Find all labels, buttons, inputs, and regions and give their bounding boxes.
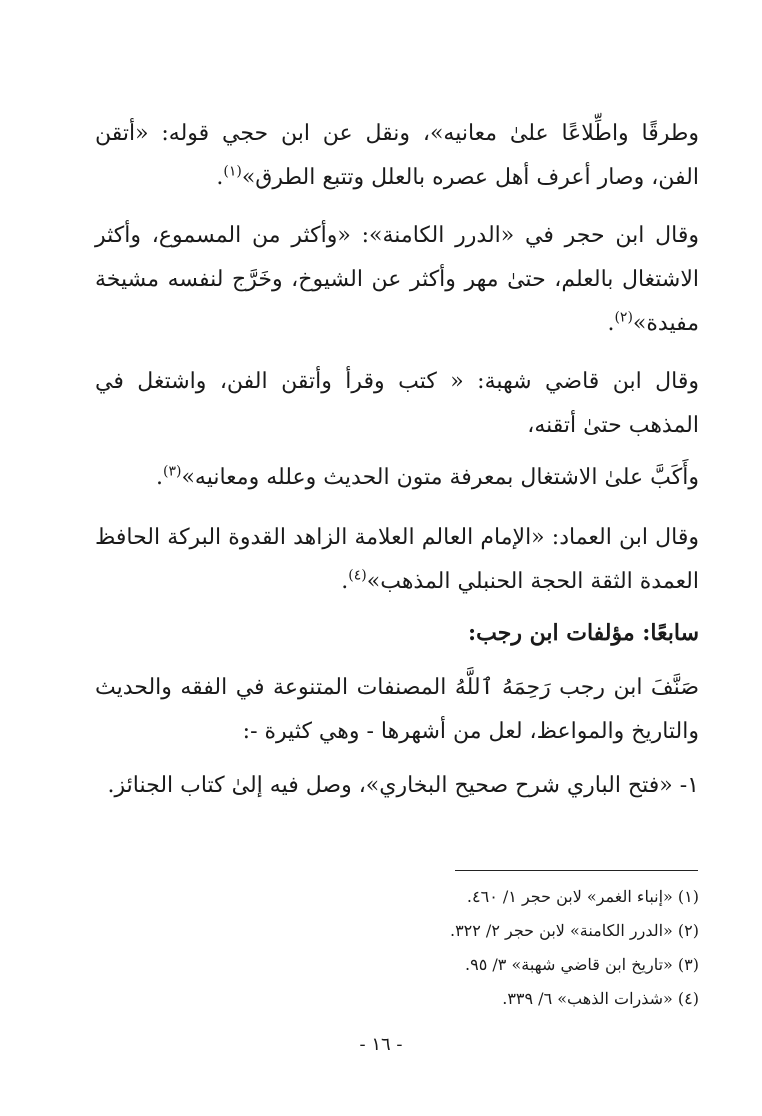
footnote-3: (٣) «تاريخ ابن قاضي شهبة» ٣/ ٩٥. [465, 955, 699, 974]
footnote-ref-1[interactable]: (١) [223, 163, 242, 180]
footnote-4: (٤) «شذرات الذهب» ٦/ ٣٣٩. [502, 989, 699, 1008]
paragraph-ibn-qadi-shuhba-quote: وقال ابن قاضي شهبة: « كتب وقرأ وأتقن الفن، واشتغل في المذهب حتىٰ أتقنه، [95, 369, 699, 438]
footnote-2: (٢) «الدرر الكامنة» لابن حجر ٢/ ٣٢٢. [449, 921, 699, 940]
footnotes-list [450, 880, 699, 1016]
paragraph-work-1: ١- «فتح الباري شرح صحيح البخاري»، وصل فيه إلىٰ كتاب الجنائز. [107, 773, 699, 798]
paragraph-ibn-hajar-quote: وقال ابن حجر في «الدرر الكامنة»: «وأكثر من المسموع، وأكثر الاشتغال بالعلم، حتىٰ مهر وأكثر عن الشيوخ، وخَرَّج لنفسه مشيخة مفيدة»$^{(٢)}$. [95, 223, 699, 336]
page-number: - ١٦ - [359, 1034, 403, 1055]
footnote-ref-4[interactable]: (٤) [348, 567, 367, 584]
footnote-ref-2[interactable]: (٢) [614, 309, 633, 326]
paragraph-ibn-hajji-quote: وطرقًا واطِّلاعًا علىٰ معانيه»، ونقل عن ابن حجي قوله: «أتقن الفن، وصار أعرف أهل عصره بالعلل وتتبع الطرق»$^{(١)}$. [95, 121, 699, 190]
section-heading: سابعًا: مؤلفات ابن رجب: [468, 620, 699, 646]
paragraph-works-intro: صَنَّفَ ابن رجب رَحِمَهُ ٱللَّهُ المصنفات المتنوعة في الفقه والحديث والتاريخ والمواعظ، لعل من أشهرها - وهي كثيرة -: [95, 675, 699, 744]
footnote-divider [455, 870, 698, 871]
footnote-1: (١) «إنباء الغمر» لابن حجر ١/ ٤٦٠. [466, 887, 699, 906]
paragraph-ibn-al-imad-quote: وقال ابن العماد: «الإمام العالم العلامة الزاهد القدوة البركة الحافظ العمدة الثقة الحجة الحنبلي المذهب»$^{(٤)}$. [95, 525, 699, 594]
footnote-ref-3[interactable]: (٣) [162, 463, 182, 480]
paragraph-akabba-line: وأَكَبَّ علىٰ الاشتغال بمعرفة متون الحديث وعلله ومعانيه»$^{(٣)}$. [155, 463, 699, 490]
